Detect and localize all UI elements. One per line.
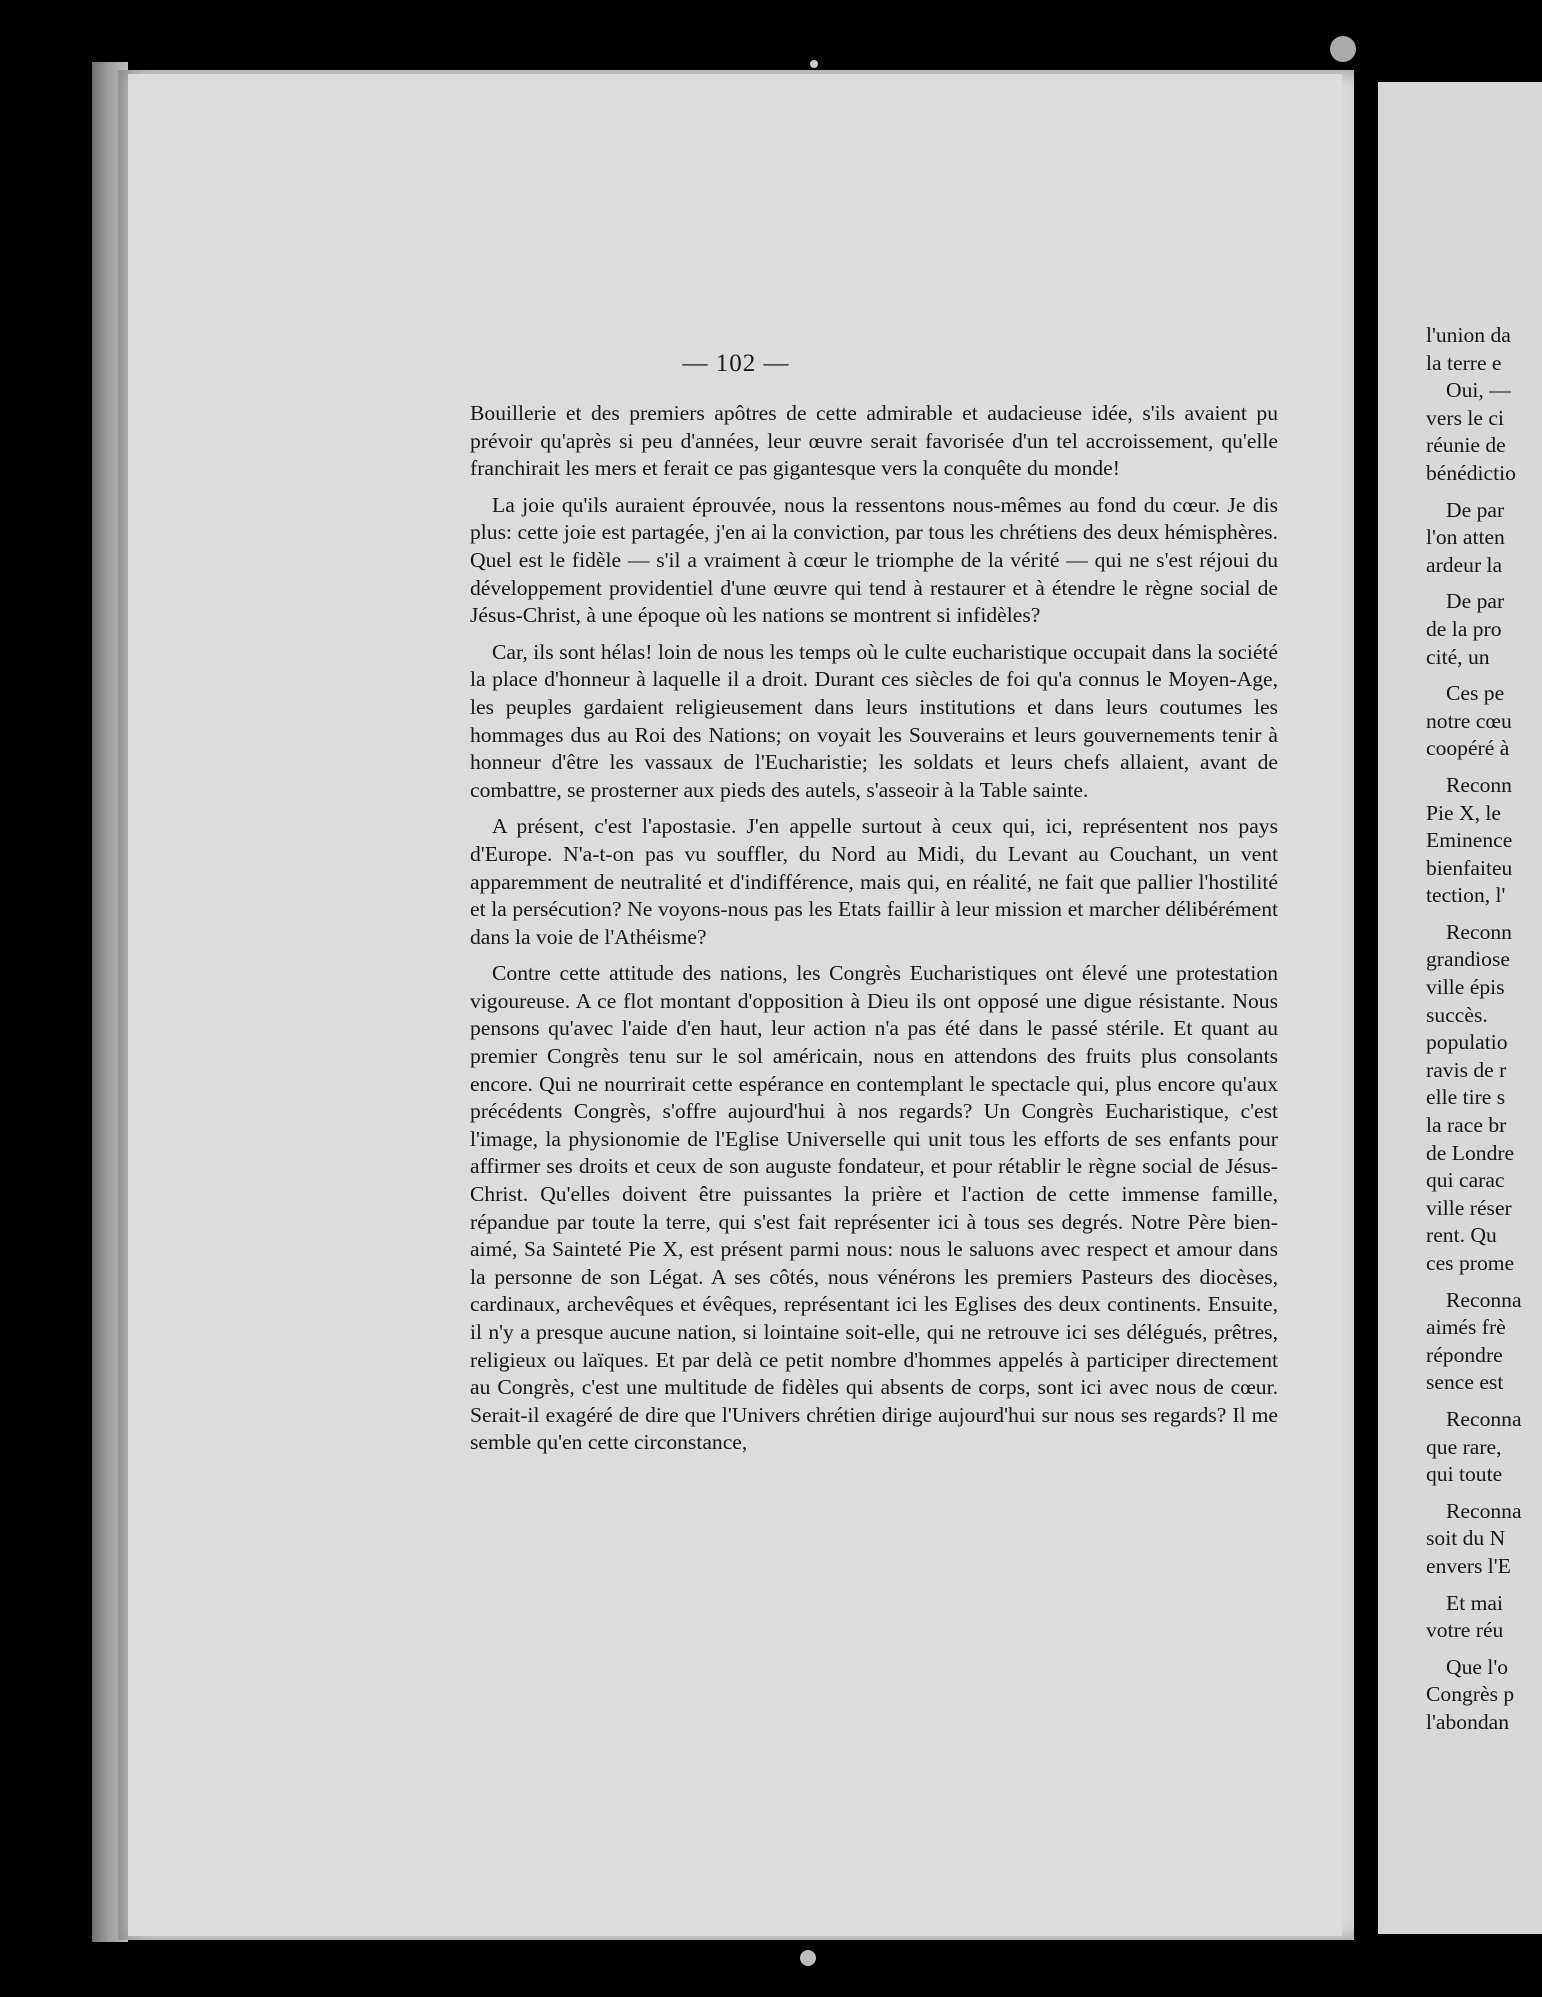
paragraph: Bouillerie et des premiers apôtres de cette admirable et audacieuse idée, s'ils avaient pu prévoir qu'après si peu d'années, leur œuvre serait favorisée d'un tel accroissement, qu'elle franchirait les mers et ferait ce pas gigantesque vers la conquête du monde! <box>470 401 1278 481</box>
facing-page-line: Que l'o <box>1446 1654 1509 1679</box>
facing-page-line: ces prome <box>1426 1251 1515 1275</box>
facing-page-line: la race br <box>1426 1113 1507 1138</box>
facing-page-line: Oui, — <box>1446 378 1511 403</box>
facing-page-line: tection, l' <box>1426 883 1506 908</box>
line-gap <box>1426 1397 1542 1406</box>
facing-page-line: Reconn <box>1446 919 1512 944</box>
facing-page-line: de Londre <box>1426 1140 1515 1165</box>
facing-page-line: l'abondan <box>1426 1709 1510 1734</box>
facing-page-line: coopéré à <box>1426 736 1510 761</box>
facing-page-line: l'on atten <box>1426 525 1505 550</box>
facing-page-line: Et mai <box>1446 1590 1503 1615</box>
line-gap <box>1426 671 1542 680</box>
paragraph: A présent, c'est l'apostasie. J'en appelle surtout à ceux qui, ici, représentent nos pays d'Europe. N'a-t-on pas vu souffler, du Nord au Midi, du Levant au Couchant, un vent apparemment de neutralité et d'indifférence, mais qui, en réalité, ne fait que pallier l'hostilité et la persécution? Ne voyons-nous pas les Etats faillir à leur mission et marcher délibérément dans la voie de l'Athéisme? <box>470 814 1278 949</box>
facing-page-line: Congrès p <box>1426 1682 1515 1707</box>
facing-page-line: bénédictio <box>1426 460 1516 485</box>
facing-page-line: ville épis <box>1426 975 1505 1000</box>
facing-page-line: répondre <box>1426 1342 1503 1367</box>
line-gap <box>1426 1581 1542 1590</box>
line-gap <box>1426 1278 1542 1287</box>
line-gap <box>1426 1645 1542 1654</box>
facing-page-line: réunie de <box>1426 433 1506 458</box>
facing-page-line: Eminence <box>1426 828 1513 853</box>
line-gap <box>1426 488 1542 497</box>
facing-page-line: envers l'E <box>1426 1553 1511 1578</box>
facing-page-line: Ces pe <box>1446 681 1505 706</box>
facing-page-line: la terre e <box>1426 350 1502 375</box>
facing-page-line: populatio <box>1426 1030 1508 1055</box>
facing-page-text <box>1426 322 1542 1737</box>
facing-page-line: notre cœu <box>1426 708 1512 733</box>
line-gap <box>1426 579 1542 588</box>
facing-page-line: De par <box>1446 497 1505 522</box>
facing-page-line: ravis de r <box>1426 1057 1507 1082</box>
facing-page-line: aimés frè <box>1426 1315 1506 1340</box>
paragraph: Contre cette attitude des nations, les Congrès Eucharistiques ont élevé une protestation vigoureuse. A ce flot montant d'opposition à Dieu ils ont opposé une digue résistante. Nous pensons qu'avec l'aide d'en haut, leur action n'a pas été dans le passé stérile. Et quant au premier Congrès tenu sur le sol américain, nous en attendons des fruits plus consolants encore. Qui ne nourrirait cette espérance en contemplant le spectacle qui, plus encore qu'aux précédents Congrès, s'offre aujourd'hui à nos regards? Un Congrès Eucharistique, c'est l'image, la physionomie de l'Eglise Universelle qui unit tous les efforts de ses enfants pour affirmer ses droits et ceux de son auguste fondateur, et pour rétablir le règne social de Jésus-Christ. Qu'elles doivent être puissantes la prière et l'action de cette immense famille, répandue par toute la terre, qui s'est fait représenter ici à tous ses degrés. Notre Père bien-aimé, Sa Sainteté Pie X, est présent parmi nous: nous le saluons avec respect et amour dans la personne de son Légat. A ses côtés, nous vénérons les premiers Pasteurs des diocèses, cardinaux, archevêques et évêques, représentant ici les Eglises des deux continents. Ensuite, il n'y a presque aucune nation, si lointaine soit-elle, qui ne retrouve ici ses délégués, prêtres, religieux ou laïques. Et par delà ce petit nombre d'hommes appelés à participer directement au Congrès, c'est une multitude de fidèles qui absents de corps, sont ici avec nous de cœur. Serait-il exagéré de dire que l'Univers chrétien dirige aujourd'hui sur nous ses regards? Il me semble qu'en cette circonstance, <box>470 961 1278 1455</box>
facing-page-line: cité, un <box>1426 644 1490 669</box>
facing-page-line: votre réu <box>1426 1618 1504 1643</box>
facing-page-line: sence est <box>1426 1370 1504 1395</box>
facing-page-line: Reconna <box>1446 1498 1522 1523</box>
line-gap <box>1426 910 1542 919</box>
facing-page-line: de la pro <box>1426 616 1502 641</box>
scan-speck <box>1330 36 1356 62</box>
page-gutter <box>1354 62 1378 1942</box>
facing-page-line: qui carac <box>1426 1168 1505 1193</box>
facing-page-line: Reconn <box>1446 772 1512 797</box>
page-body <box>470 400 1278 1466</box>
left-page <box>118 70 1354 1940</box>
facing-page-line: ville réser <box>1426 1195 1512 1220</box>
facing-page-line: soit du N <box>1426 1526 1506 1551</box>
facing-page-line: grandiose <box>1426 947 1510 972</box>
facing-page-line: bienfaiteu <box>1426 855 1513 880</box>
facing-page <box>1378 82 1542 1934</box>
facing-page-line: l'union da <box>1426 323 1511 347</box>
scan-speck <box>800 1950 816 1966</box>
facing-page-line: elle tire s <box>1426 1085 1506 1110</box>
facing-page-line: Reconna <box>1446 1406 1522 1431</box>
scan-speck <box>810 60 818 68</box>
paragraph: Car, ils sont hélas! loin de nous les temps où le culte eucharistique occupait dans la société la place d'honneur à laquelle il a droit. Durant ces siècles de foi qu'a connus le Moyen-Age, les peuples gardaient religieusement dans leurs institutions et dans leurs coutumes les hommages dus au Roi des Nations; on voyait les Souverains et leurs gouvernements tenir à honneur d'être les vassaux de l'Eucharistie; les soldats et leurs chefs allaient, avant de combattre, se prosterner aux pieds des autels, s'asseoir à la Table sainte. <box>470 639 1278 802</box>
facing-page-line: que rare, <box>1426 1434 1502 1459</box>
facing-page-line: succès. <box>1426 1002 1488 1027</box>
line-gap <box>1426 1489 1542 1498</box>
facing-page-line: Reconna <box>1446 1287 1522 1312</box>
line-gap <box>1426 763 1542 772</box>
paragraph: La joie qu'ils auraient éprouvée, nous la ressentons nous-mêmes au fond du cœur. Je dis plus: cette joie est partagée, j'en ai la conviction, par tous les chrétiens des deux hémisphères. Quel est le fidèle — s'il a vraiment à cœur le triomphe de la vérité — qui ne s'est réjoui du développement providentiel d'une œuvre qui tend à restaurer et à étendre le règne social de Jésus-Christ, à une époque où les nations se montrent si infidèles? <box>470 492 1278 628</box>
facing-page-line: ardeur la <box>1426 552 1503 577</box>
facing-page-line: vers le ci <box>1426 405 1504 430</box>
page-number: — 102 — <box>682 350 790 377</box>
facing-page-line: qui toute <box>1426 1462 1503 1487</box>
facing-page-line: De par <box>1446 589 1505 614</box>
facing-page-line: Pie X, le <box>1426 800 1501 825</box>
facing-page-line: rent. Qu <box>1426 1223 1497 1248</box>
